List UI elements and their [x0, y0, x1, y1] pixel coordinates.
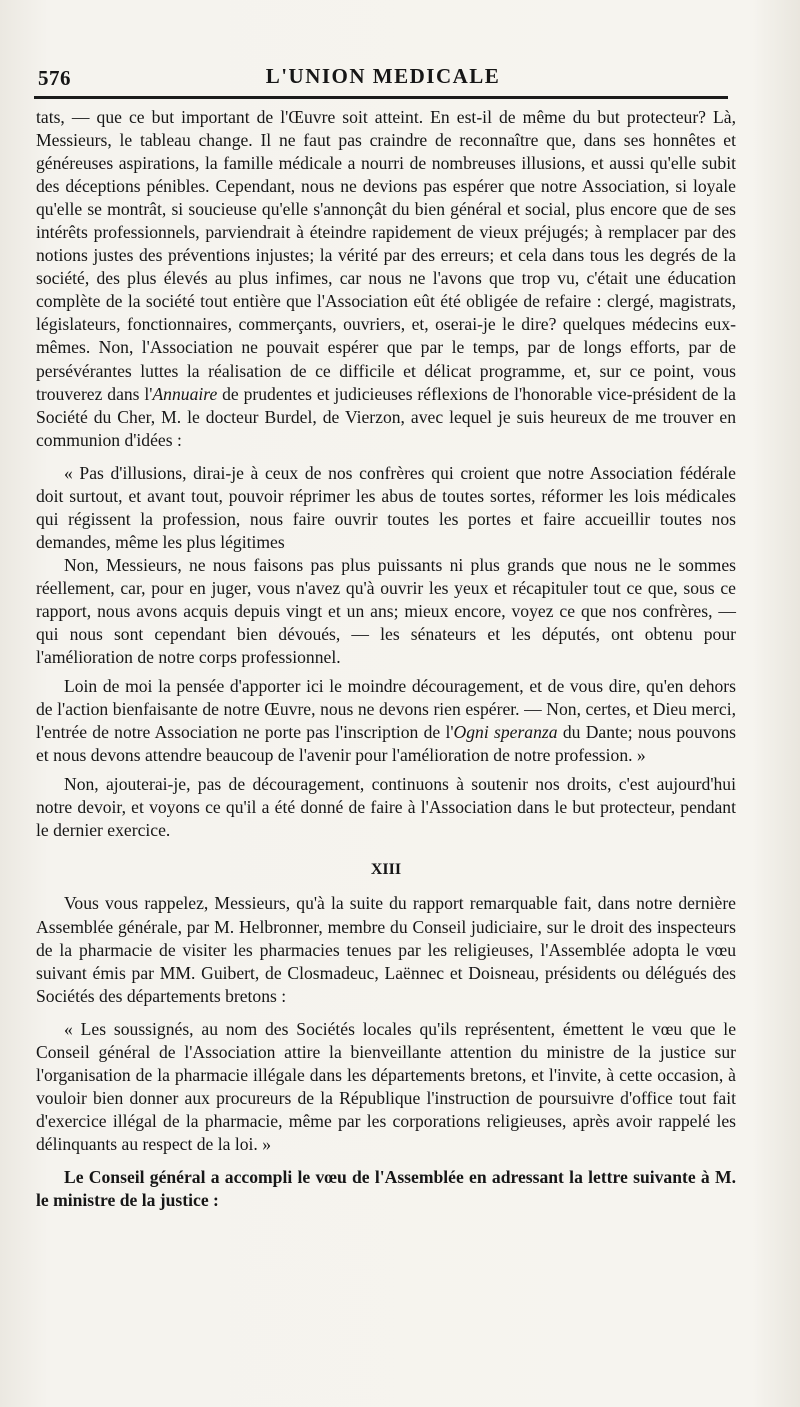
italic-title: Ogni speranza: [453, 722, 558, 743]
section-number: XIII: [370, 861, 402, 879]
quote-paragraph: « Les soussignés, au nom des Sociétés locales qu'ils représentent, émettent le vœu que le Conseil général de l'Association attire la bienveillante attention du ministre de la justice sur l'organisation de la pharmacie illégale dans les départements bretons, et l'invite, à cette occasion, à vouloir bien donner aux procureurs de la République l'instruction de poursuivre d'office tout fait d'exercice illégal de la pharmacie, même par les corporations religieuses, après avoir rappelé les délinquants au respect de la loi. »: [36, 1018, 736, 1154]
paragraph-text: de prudentes et judicieuses réflexions de l'honorable vice-président de la Société du Cher, M. le docteur Burdel, de Vierzon, avec lequel je suis heureux de me trouver en communion d'idées :: [36, 383, 736, 450]
paragraph: Non, ajouterai-je, pas de découragement, continuons à soutenir nos droits, c'est aujourd'hui notre devoir, et voyons ce qu'il a été donné de faire à l'Association dans le but protecteur, pendant le dernier exercice.: [36, 774, 736, 841]
page-header: [38, 60, 728, 94]
header-rule: [34, 96, 728, 99]
paragraph-text: Loin de moi la pensée d'apporter ici le moindre découragement, et de vous dire, qu'en dehors de l'action bienfaisante de notre Œuvre, nous ne devons rien espérer. — Non, certes, et Dieu merci, l'entrée de notre Association ne porte pas l'inscription de l': [36, 676, 736, 743]
paragraph-continuation: [36, 106, 736, 452]
paragraph: [36, 675, 736, 767]
paragraph: Non, Messieurs, ne nous faisons pas plus puissants ni plus grands que nous ne le sommes réellement, car, pour en juger, vous n'avez qu'à ouvrir les yeux et récapituler tout ce que, sous ce rapport, nous avons acquis depuis vingt et un ans; mieux encore, voyez ce que nos confrères, — qui nous sont cependant bien dévoués, — les sénateurs et les députés, ont obtenu pour l'amélioration de notre corps professionnel.: [36, 554, 736, 668]
page-number: 576: [38, 66, 71, 90]
italic-title: Annuaire: [152, 383, 218, 404]
paragraph: Vous vous rappelez, Messieurs, qu'à la suite du rapport remarquable fait, dans notre dernière Assemblée générale, par M. Helbronner, membre du Conseil judiciaire, sur le droit des inspecteurs de la pharmacie de visiter les pharmacies tenues par les religieuses, l'Assemblée adopta le vœu suivant émis par MM. Guibert, de Closmadeuc, Laënnec et Doisneau, présidents ou délégués des Sociétés des départements bretons :: [36, 893, 736, 1006]
page-body: [36, 106, 736, 1212]
quote-paragraph: « Pas d'illusions, dirai-je à ceux de nos confrères qui croient que notre Association fédérale doit surtout, et avant tout, pouvoir réprimer les abus de toutes sortes, réformer les lois médicales qui régissent la profession, nous faire ouvrir toutes les portes et faire accueillir toutes nos demandes, même les plus légitimes: [36, 462, 736, 552]
paragraph-text: du Dante; nous pouvons et nous devons attendre beaucoup de l'avenir pour l'amélioration de notre profession. »: [36, 722, 737, 766]
paragraph: Le Conseil général a accompli le vœu de l'Assemblée en adressant la lettre suivante à M. le ministre de la justice :: [36, 1166, 736, 1211]
running-title: L'UNION MEDICALE: [265, 64, 501, 88]
paragraph-text: tats, — que ce but important de l'Œuvre soit atteint. En est-il de même du but protecteur? Là, Messieurs, le tableau change. Il ne faut pas craindre de reconnaître que, dans ses honnêtes et généreuses aspirations, la famille médicale a nourri de nombreuses illusions, et aussi qu'elle subit des déceptions pénibles. Cependant, nous ne devions pas espérer que notre Association, si loyale qu'elle se montrât, si soucieuse qu'elle s'annonçât du bien général et social, plus encore que de ses intérêts professionnels, parviendrait à éteindre rapidement de vieux préjugés; à remplacer par des notions justes des préventions injustes; la vérité par des erreurs; et cela dans tous les degrés de la société, des plus élevés au plus infimes, car nous ne l'avons que trop vu, c'était une éducation complète de la société tout entière que l'Association eût été obligée de refaire : clergé, magistrats, législateurs, fonctionnaires, commerçants, ouvriers, et, oserai-je le dire? quelques médecins eux-mêmes. Non, l'Association ne pouvait espérer que par le temps, par de longs efforts, par de persévérantes luttes la réalisation de ce difficile et délicat programme, et, sur ce point, vous trouverez dans l': [36, 107, 736, 404]
